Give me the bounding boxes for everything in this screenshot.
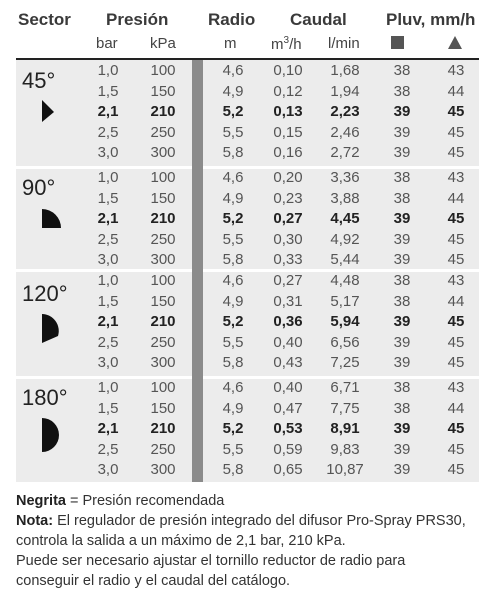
- cell-kpa: 210: [150, 420, 176, 438]
- cell-caudal-m3h: 0,65: [273, 461, 303, 479]
- cell-bar: 2,5: [97, 440, 119, 458]
- cell-pluv-triangle: 43: [447, 379, 465, 396]
- cell-radio: 5,5: [222, 333, 244, 351]
- header-pluv: Pluv, mm/h: [386, 10, 476, 29]
- cell-caudal-lmin: 8,91: [330, 420, 360, 438]
- cell-kpa: 150: [150, 399, 176, 417]
- cell-pluv-square: 39: [393, 144, 411, 162]
- cell-caudal-lmin: 4,92: [330, 230, 360, 248]
- cell-kpa: 150: [150, 292, 176, 310]
- cell-radio: 4,6: [222, 169, 244, 186]
- cell-radio: 4,9: [222, 82, 244, 100]
- cell-caudal-m3h: 0,10: [273, 62, 303, 79]
- cell-caudal-lmin: 7,25: [330, 354, 360, 372]
- cell-caudal-lmin: 5,44: [330, 251, 360, 269]
- cell-caudal-lmin: 4,48: [330, 272, 360, 289]
- footer-note-line: controla la salida a un máximo de 2,1 bar, 210 kPa.: [16, 533, 346, 549]
- cell-caudal-lmin: 5,17: [330, 292, 360, 310]
- cell-pluv-square: 39: [393, 440, 411, 458]
- cell-kpa: 100: [150, 379, 176, 396]
- cell-caudal-m3h: 0,12: [273, 82, 303, 100]
- cell-radio: 5,5: [222, 230, 244, 248]
- 45-degree-sector-icon: [40, 100, 64, 124]
- cell-pluv-square: 39: [393, 461, 411, 479]
- sector-label: 180°: [22, 385, 68, 410]
- cell-pluv-triangle: 44: [447, 399, 465, 417]
- cell-bar: 2,1: [97, 210, 119, 228]
- cell-radio: 4,6: [222, 379, 244, 396]
- cell-pluv-triangle: 45: [447, 210, 465, 228]
- unit-bar: bar: [96, 35, 118, 52]
- cell-pluv-triangle: 45: [447, 333, 465, 351]
- cell-pluv-square: 38: [393, 272, 411, 289]
- cell-radio: 5,8: [222, 354, 244, 372]
- cell-pluv-triangle: 45: [447, 103, 465, 121]
- cell-bar: 1,0: [97, 169, 119, 186]
- cell-kpa: 300: [150, 144, 176, 162]
- cell-pluv-square: 39: [393, 251, 411, 269]
- cell-bar: 2,1: [97, 420, 119, 438]
- cell-radio: 5,2: [222, 420, 244, 438]
- header-sector: Sector: [18, 10, 71, 29]
- cell-kpa: 100: [150, 169, 176, 186]
- cell-bar: 3,0: [97, 461, 119, 479]
- sector-label: 90°: [22, 175, 56, 200]
- cell-pluv-triangle: 43: [447, 62, 465, 79]
- cell-pluv-triangle: 45: [447, 461, 465, 479]
- cell-caudal-m3h: 0,43: [273, 354, 303, 372]
- cell-caudal-m3h: 0,47: [273, 399, 303, 417]
- cell-caudal-m3h: 0,23: [273, 189, 303, 207]
- square-spacing-icon: [391, 36, 404, 49]
- cell-caudal-m3h: 0,40: [273, 333, 303, 351]
- unit-m3h: $m^3/h$: [271, 35, 302, 53]
- cell-pluv-triangle: 45: [447, 144, 465, 162]
- cell-pluv-square: 39: [393, 230, 411, 248]
- cell-caudal-lmin: 4,45: [330, 210, 360, 228]
- cell-radio: 4,6: [222, 272, 244, 289]
- cell-pluv-square: 38: [393, 189, 411, 207]
- cell-caudal-m3h: 0,53: [273, 420, 303, 438]
- cell-pluv-triangle: 45: [447, 440, 465, 458]
- cell-radio: 5,2: [222, 103, 244, 121]
- cell-bar: 2,5: [97, 230, 119, 248]
- cell-caudal-lmin: 9,83: [330, 440, 360, 458]
- cell-bar: 1,5: [97, 189, 119, 207]
- cell-caudal-lmin: 2,46: [330, 123, 360, 141]
- cell-radio: 4,9: [222, 399, 244, 417]
- footer-legend: Negrita = Presión recomendada: [16, 493, 225, 509]
- cell-caudal-lmin: 1,68: [330, 62, 360, 79]
- cell-pluv-square: 39: [393, 313, 411, 331]
- unit-m: m: [224, 35, 237, 52]
- cell-pluv-square: 39: [393, 354, 411, 372]
- footer-note-line: Puede ser necesario ajustar el tornillo reductor de radio para: [16, 553, 406, 569]
- cell-caudal-m3h: 0,13: [273, 103, 303, 121]
- cell-radio: 5,2: [222, 210, 244, 228]
- cell-pluv-triangle: 44: [447, 292, 465, 310]
- cell-caudal-m3h: 0,15: [273, 123, 303, 141]
- cell-caudal-m3h: 0,16: [273, 144, 303, 162]
- cell-bar: 2,5: [97, 333, 119, 351]
- cell-bar: 1,5: [97, 82, 119, 100]
- 120-degree-sector-icon: [40, 312, 64, 348]
- cell-radio: 4,9: [222, 292, 244, 310]
- cell-bar: 3,0: [97, 354, 119, 372]
- cell-radio: 5,2: [222, 313, 244, 331]
- cell-kpa: 250: [150, 440, 176, 458]
- cell-kpa: 300: [150, 354, 176, 372]
- cell-bar: 1,0: [97, 62, 119, 79]
- cell-kpa: 250: [150, 230, 176, 248]
- cell-pluv-square: 39: [393, 333, 411, 351]
- cell-pluv-triangle: 45: [447, 313, 465, 331]
- header-presion: Presión: [106, 10, 169, 29]
- unit-lmin: l/min: [328, 35, 360, 52]
- cell-caudal-m3h: 0,59: [273, 440, 303, 458]
- cell-caudal-m3h: 0,27: [273, 272, 303, 289]
- cell-pluv-square: 38: [393, 169, 411, 186]
- cell-radio: 5,5: [222, 440, 244, 458]
- cell-caudal-lmin: 6,56: [330, 333, 360, 351]
- sector-label: 45°: [22, 68, 56, 93]
- cell-bar: 1,5: [97, 399, 119, 417]
- cell-pluv-triangle: 45: [447, 123, 465, 141]
- cell-pluv-square: 38: [393, 292, 411, 310]
- cell-pluv-triangle: 45: [447, 251, 465, 269]
- cell-kpa: 150: [150, 189, 176, 207]
- cell-caudal-lmin: 5,94: [330, 313, 360, 331]
- cell-pluv-square: 39: [393, 420, 411, 438]
- cell-pluv-triangle: 43: [447, 169, 465, 186]
- cell-kpa: 100: [150, 272, 176, 289]
- cell-kpa: 100: [150, 62, 176, 79]
- cell-pluv-square: 39: [393, 103, 411, 121]
- cell-pluv-square: 38: [393, 379, 411, 396]
- cell-pluv-square: 39: [393, 210, 411, 228]
- cell-bar: 3,0: [97, 144, 119, 162]
- cell-bar: 1,5: [97, 292, 119, 310]
- header-caudal: Caudal: [290, 10, 347, 29]
- cell-kpa: 250: [150, 123, 176, 141]
- cell-radio: 5,8: [222, 461, 244, 479]
- cell-pluv-square: 39: [393, 123, 411, 141]
- cell-caudal-lmin: 3,36: [330, 169, 360, 186]
- cell-radio: 5,8: [222, 144, 244, 162]
- unit-kpa: kPa: [150, 35, 176, 52]
- cell-caudal-m3h: 0,36: [273, 313, 303, 331]
- footer-note: Nota: El regulador de presión integrado del difusor Pro-Spray PRS30,: [16, 513, 466, 529]
- cell-kpa: 300: [150, 251, 176, 269]
- cell-caudal-lmin: 2,23: [330, 103, 360, 121]
- cell-kpa: 150: [150, 82, 176, 100]
- cell-bar: 1,0: [97, 379, 119, 396]
- cell-kpa: 210: [150, 313, 176, 331]
- triangle-spacing-icon: [448, 36, 462, 49]
- cell-kpa: 250: [150, 333, 176, 351]
- sector-label: 120°: [22, 281, 68, 306]
- cell-pluv-triangle: 44: [447, 189, 465, 207]
- cell-radio: 5,8: [222, 251, 244, 269]
- cell-caudal-m3h: 0,27: [273, 210, 303, 228]
- cell-kpa: 210: [150, 210, 176, 228]
- 180-degree-sector-icon: [40, 416, 64, 456]
- cell-caudal-lmin: 6,71: [330, 379, 360, 396]
- cell-caudal-m3h: 0,40: [273, 379, 303, 396]
- cell-caudal-m3h: 0,33: [273, 251, 303, 269]
- cell-kpa: 300: [150, 461, 176, 479]
- cell-caudal-m3h: 0,20: [273, 169, 303, 186]
- cell-bar: 2,1: [97, 313, 119, 331]
- cell-bar: 3,0: [97, 251, 119, 269]
- cell-pluv-square: 38: [393, 399, 411, 417]
- cell-pluv-square: 38: [393, 82, 411, 100]
- cell-bar: 1,0: [97, 272, 119, 289]
- cell-caudal-m3h: 0,30: [273, 230, 303, 248]
- column-separator-bar: [192, 60, 203, 482]
- cell-pluv-triangle: 45: [447, 354, 465, 372]
- cell-pluv-triangle: 45: [447, 230, 465, 248]
- cell-radio: 4,6: [222, 62, 244, 79]
- cell-pluv-triangle: 43: [447, 272, 465, 289]
- cell-caudal-lmin: 1,94: [330, 82, 360, 100]
- header-radio: Radio: [208, 10, 256, 29]
- cell-pluv-square: 38: [393, 62, 411, 79]
- cell-radio: 5,5: [222, 123, 244, 141]
- cell-caudal-lmin: 10,87: [326, 461, 364, 479]
- cell-caudal-lmin: 7,75: [330, 399, 360, 417]
- cell-radio: 4,9: [222, 189, 244, 207]
- cell-caudal-lmin: 2,72: [330, 144, 360, 162]
- cell-bar: 2,1: [97, 103, 119, 121]
- cell-pluv-triangle: 44: [447, 82, 465, 100]
- cell-pluv-triangle: 45: [447, 420, 465, 438]
- cell-bar: 2,5: [97, 123, 119, 141]
- cell-caudal-lmin: 3,88: [330, 189, 360, 207]
- cell-kpa: 210: [150, 103, 176, 121]
- cell-caudal-m3h: 0,31: [273, 292, 303, 310]
- footer-note-line: conseguir el radio y el caudal del catálogo.: [16, 573, 291, 589]
- 90-degree-sector-icon: [40, 206, 64, 230]
